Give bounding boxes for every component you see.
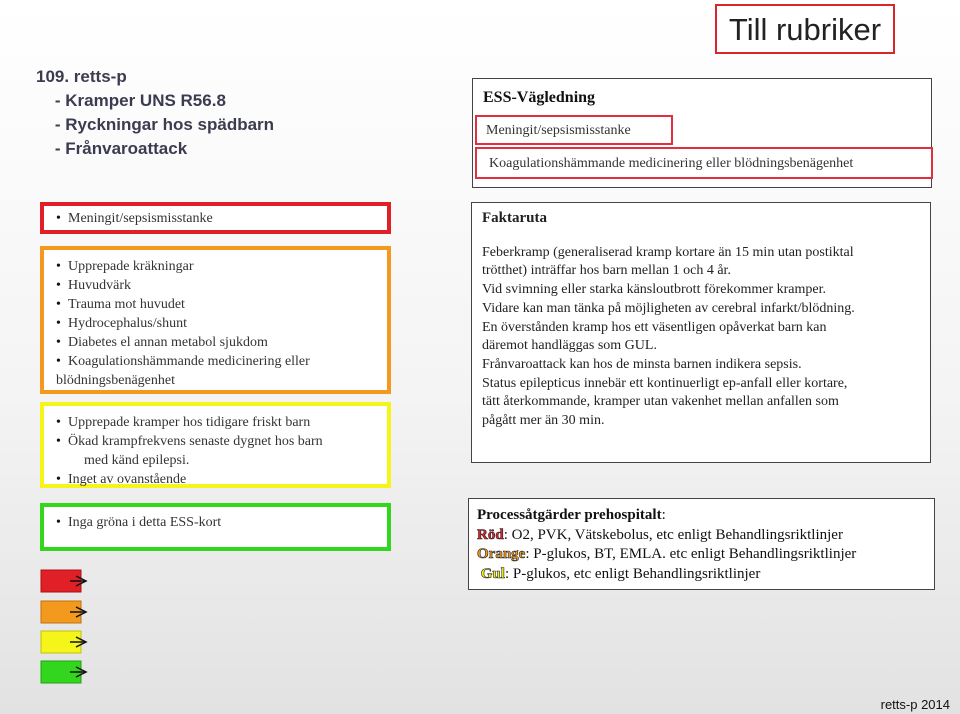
- list-item: • Upprepade kramper hos tidigare friskt barn: [56, 413, 375, 432]
- process-text: : P-glukos, BT, EMLA. etc enligt Behandlingsriktlinjer: [525, 546, 857, 562]
- fact-line: En överstånden kramp hos ett väsentligen opåverkat barn kan: [482, 319, 827, 335]
- fact-line: pågått mer än 30 min.: [482, 413, 605, 429]
- list-item-continuation: med känd epilepsi.: [84, 453, 190, 468]
- green-nav-arrow[interactable]: [40, 660, 89, 684]
- list-item: • Diabetes el annan metabol sjukdom: [56, 333, 375, 352]
- list-item: • Ökad krampfrekvens senaste dygnet hos barn: [56, 432, 375, 451]
- list-item: • Inget av ovanstående: [56, 470, 375, 489]
- process-row-orange: [477, 545, 926, 565]
- triage-yellow-box: [40, 402, 391, 488]
- list-item: • Meningit/sepsismisstanke: [56, 209, 375, 228]
- title-line: - Frånvaroattack: [36, 139, 188, 158]
- till-rubriker-button[interactable]: Till rubriker: [715, 4, 895, 54]
- list-item: • Huvudvärk: [56, 276, 375, 295]
- fact-line: Vid svimning eller starka känsloutbrott förekommer kramper.: [482, 282, 827, 298]
- process-label-orange: Orange: [477, 546, 526, 562]
- fact-line: Status epilepticus innebär ett kontinuerligt ep-anfall eller kortare,: [482, 375, 848, 391]
- triage-red-box: [40, 202, 391, 234]
- list-item: • Hydrocephalus/shunt: [56, 314, 375, 333]
- ess-guidance-panel: [472, 78, 932, 188]
- fact-line: Feberkramp (generaliserad kramp kortare än 15 min utan postiktal: [482, 244, 854, 260]
- fact-line: Frånvaroattack kan hos de minsta barnen indikera sepsis.: [482, 356, 802, 372]
- footer-label: retts-p 2014: [880, 697, 950, 712]
- right-arrow-icon: [40, 660, 89, 684]
- process-text: : O2, PVK, Vätskebolus, etc enligt Behandlingsriktlinjer: [503, 526, 843, 543]
- process-heading-row: [477, 506, 926, 526]
- fact-line: Vidare kan man tänka på möjligheten av cerebral infarkt/blödning.: [482, 300, 855, 316]
- process-actions-box: [468, 498, 935, 590]
- right-arrow-icon: [40, 569, 89, 593]
- process-row-red: [477, 526, 926, 546]
- list-item: • Upprepade kräkningar: [56, 257, 375, 276]
- triage-orange-box: [40, 246, 391, 394]
- fact-line: däremot handläggas som GUL.: [482, 338, 657, 354]
- list-item: • Inga gröna i detta ESS-kort: [56, 513, 375, 532]
- triage-green-box: [40, 503, 391, 551]
- title-line: - Ryckningar hos spädbarn: [36, 115, 275, 134]
- fact-line: tätt återkommande, kramper utan vakenhet mellan anfallen som: [482, 394, 839, 410]
- process-label-red: Röd: [477, 526, 504, 543]
- right-arrow-icon: [40, 630, 89, 654]
- title-line: - Kramper UNS R56.8: [36, 91, 226, 110]
- ess-heading: ESS-Vägledning: [483, 89, 596, 106]
- orange-nav-arrow[interactable]: [40, 600, 89, 624]
- list-item-continuation: blödningsbenägenhet: [56, 373, 175, 388]
- process-row-yellow: [477, 565, 926, 585]
- yellow-nav-arrow[interactable]: [40, 630, 89, 654]
- red-nav-arrow[interactable]: [40, 569, 89, 593]
- list-item: • Trauma mot huvudet: [56, 295, 375, 314]
- list-item: • Koagulationshämmande medicinering eller: [56, 352, 375, 371]
- fact-box-heading: Faktaruta: [482, 210, 547, 226]
- process-heading: Processåtgärder prehospitalt: [477, 507, 662, 523]
- page-title: [36, 65, 366, 161]
- process-label-yellow: Gul: [480, 565, 505, 582]
- process-heading-colon: :: [661, 507, 666, 523]
- process-text: : P-glukos, etc enligt Behandlingsriktlinjer: [504, 565, 761, 582]
- fact-box: [471, 202, 931, 463]
- ess-item-koagulation: Koagulationshämmande medicinering eller blödningsbenägenhet: [475, 147, 933, 179]
- fact-line: trötthet) inträffar hos barn mellan 1 och 4 år.: [482, 263, 731, 279]
- ess-item-meningit: Meningit/sepsismisstanke: [475, 115, 673, 145]
- title-line: 109. retts-p: [36, 67, 127, 86]
- right-arrow-icon: [40, 600, 89, 624]
